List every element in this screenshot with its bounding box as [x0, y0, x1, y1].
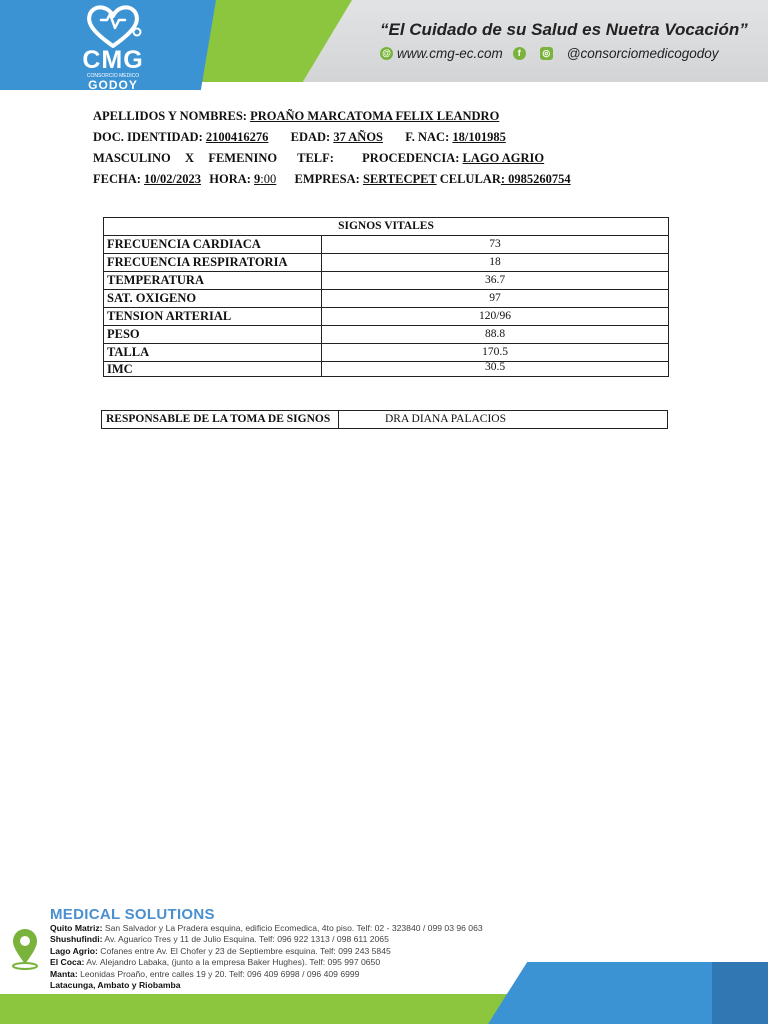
logo-text: CMG	[82, 46, 144, 74]
cell-value: : 0985260754	[500, 172, 571, 186]
vital-value: 88.8	[322, 326, 669, 344]
facebook-icon[interactable]: f	[513, 47, 526, 60]
time-label: HORA:	[209, 172, 251, 186]
id-label: DOC. IDENTIDAD:	[93, 130, 203, 144]
address-line: Shushufindi: Av. Aguarico Tres y 11 de Julio Esquina. Telf: 096 922 1313 / 098 611 2065	[50, 934, 389, 945]
responsible-label: RESPONSABLE DE LA TOMA DE SIGNOS	[102, 411, 339, 429]
footer-title: MEDICAL SOLUTIONS	[50, 906, 215, 923]
vital-label: TENSION ARTERIAL	[104, 308, 322, 326]
vitals-title: SIGNOS VITALES	[104, 218, 669, 236]
heart-stethoscope-icon	[63, 2, 163, 52]
id-value: 2100416276	[205, 130, 269, 144]
birth-value: 18/101985	[452, 130, 506, 144]
name-label: APELLIDOS Y NOMBRES:	[93, 109, 247, 123]
vital-label: SAT. OXIGENO	[104, 290, 322, 308]
instagram-icon[interactable]: ◎	[540, 47, 553, 60]
info-line-sex	[93, 151, 544, 166]
location-pin-icon	[10, 928, 40, 970]
table-row	[104, 362, 669, 377]
website-link[interactable]: www.cmg-ec.com	[397, 46, 503, 61]
date-label: FECHA:	[93, 172, 141, 186]
table-row	[102, 411, 668, 429]
table-row	[104, 236, 669, 254]
vital-value: 170.5	[322, 344, 669, 362]
cmg-logo	[60, 2, 160, 94]
sex-female: FEMENINO	[208, 151, 278, 165]
vital-label: TEMPERATURA	[104, 272, 322, 290]
logo-godoy: GODOY	[88, 78, 138, 92]
birth-label: F. NAC:	[405, 130, 450, 144]
table-row	[104, 326, 669, 344]
vital-value: 73	[322, 236, 669, 254]
time-value	[254, 172, 276, 186]
globe-icon: @	[380, 47, 393, 60]
phone-label: TELF:	[297, 151, 334, 165]
address-line: Lago Agrio: Cofanes entre Av. El Chofer y 23 de Septiembre esquina. Telf: 099 243 5845	[50, 945, 391, 956]
date-value: 10/02/2023	[144, 172, 201, 186]
age-value: 37 AÑOS	[333, 130, 383, 144]
address-line: Quito Matriz: San Salvador y La Pradera esquina, edificio Ecomedica, 4to piso. Telf: 02 - 323840 / 099 03 96 063	[50, 923, 483, 933]
logo-subtitle: CONSORCIO MEDICO	[86, 73, 140, 79]
vital-value: 18	[322, 254, 669, 272]
address-line: Latacunga, Ambato y Riobamba	[50, 980, 181, 991]
table-row	[104, 344, 669, 362]
table-row	[104, 272, 669, 290]
company-value: SERTECPET	[362, 172, 437, 186]
origin-label: PROCEDENCIA:	[362, 151, 460, 165]
vital-value: 120/96	[322, 308, 669, 326]
vital-label: TALLA	[104, 344, 322, 362]
name-value: PROAÑO MARCATOMA FELIX LEANDRO	[250, 109, 500, 123]
sex-mark: X	[185, 151, 195, 165]
vitals-table	[103, 217, 669, 377]
info-line-id	[93, 130, 506, 145]
vital-label: FRECUENCIA RESPIRATORIA	[104, 254, 322, 272]
contact-row	[380, 46, 719, 61]
company-label: EMPRESA:	[294, 172, 360, 186]
responsible-table	[101, 410, 668, 429]
cell-label: CELULAR	[439, 172, 501, 186]
table-row	[104, 290, 669, 308]
table-row	[104, 254, 669, 272]
vital-label: FRECUENCIA CARDIACA	[104, 236, 322, 254]
vital-value: 30.5	[322, 362, 669, 377]
address-line: Manta: Leonidas Proaño, entre calles 19 y 20. Telf: 096 409 6998 / 096 409 6999	[50, 968, 360, 979]
sex-male: MASCULINO	[93, 151, 171, 165]
origin-value: LAGO AGRIO	[462, 151, 545, 165]
info-line-name	[93, 109, 499, 124]
table-row	[104, 308, 669, 326]
vital-label: PESO	[104, 326, 322, 344]
age-label: EDAD:	[290, 130, 331, 144]
time-minutes: :00	[260, 172, 277, 186]
address-line: El Coca: Av. Alejandro Labaka, (junto a la empresa Baker Hughes). Telf: 095 997 0650	[50, 957, 381, 968]
slogan: “El Cuidado de su Salud es Nuetra Vocación”	[380, 20, 748, 39]
vital-value: 36.7	[322, 272, 669, 290]
vital-value: 97	[322, 290, 669, 308]
responsible-value: DRA DIANA PALACIOS	[339, 411, 668, 429]
vitals-header-row	[104, 218, 669, 236]
time-hour: 9	[254, 172, 261, 186]
vital-label: IMC	[104, 362, 322, 377]
info-line-date	[93, 172, 571, 187]
social-handle[interactable]: @consorciomedicogodoy	[566, 46, 719, 61]
footer-dark-block	[712, 962, 768, 1024]
